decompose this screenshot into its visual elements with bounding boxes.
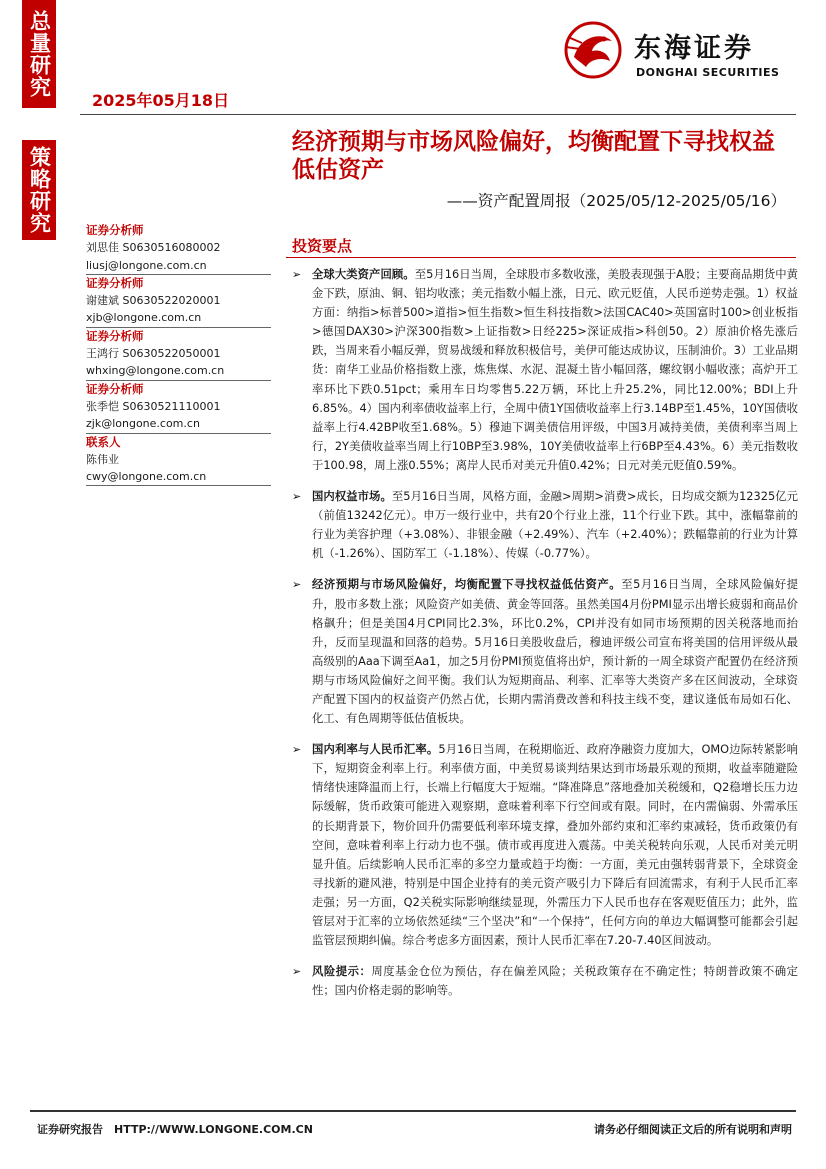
bullet-arrow-icon: ➢ bbox=[292, 268, 302, 281]
analyst-email: liusj@longone.com.cn bbox=[86, 257, 271, 275]
header-divider bbox=[80, 114, 796, 115]
key-point bbox=[290, 740, 798, 950]
analyst-role: 证券分析师 bbox=[86, 328, 144, 343]
analyst-email: zjk@longone.com.cn bbox=[86, 415, 271, 433]
report-date: 2025年05月18日 bbox=[92, 91, 230, 110]
analyst-entry bbox=[86, 275, 271, 328]
company-logo bbox=[560, 15, 800, 85]
key-point-lead: 全球大类资产回顾。 bbox=[312, 267, 415, 281]
analyst-name: 张季恺 S0630521110001 bbox=[86, 399, 221, 413]
key-point-text: 至5月16日当周，全球股市多数收涨，美股表现强于A股；主要商品期货中黄金下跌，原油、铜、铝均收涨；美元指数小幅上涨，日元、欧元贬值，人民币逆势走强。1）权益方面：纳指>标普500>道指>恒生指数>恒生科技指数>法国CAC40>英国富时100>创业板指>德国DAX30>沪深300指数>上证指数>日经225>深证成指>科创50。2）原油价格先涨后跌，当周来看小幅反弹，贸易战缓和释放积极信号，美伊可能达成协议，压制油价。3）工业品期货：南华工业品价格指数上涨，炼焦煤、水泥、混凝土皆小幅回落，螺纹钢小幅收涨；高炉开工率环比下跌0.51pct；乘用车日均零售5.22万辆，环比上升25.2%，同比12.00%；BDI上升6.85%。4）国内利率债收益率上行，全周中债1Y国债收益率上行3.14BP至1.45%，10Y国债收益率上行4.42BP收至1.68%。5）穆迪下调美债信用评级，中国3月减持美债，美债利率当周上行，2Y美债收益率当周上行10BP至3.98%，10Y美债收益率上行6BP至4.43%。6）美元指数收于100.98，周上涨0.55%；离岸人民币对美元升值0.42%；日元对美元贬值0.59%。 bbox=[312, 267, 798, 472]
key-point-text: 周度基金仓位为预估，存在偏差风险；关税政策存在不确定性；特朗普政策不确定性；国内价格走弱的影响等。 bbox=[312, 964, 799, 998]
analyst-name: 陈伟业 bbox=[86, 452, 119, 466]
key-point-lead: 风险提示： bbox=[312, 964, 372, 979]
report-title: 经济预期与市场风险偏好，均衡配置下寻找权益低估资产 bbox=[292, 129, 775, 183]
bullet-arrow-icon: ➢ bbox=[292, 743, 302, 757]
category-tag-label: 策略研究 bbox=[27, 146, 52, 234]
analyst-entry bbox=[86, 328, 271, 381]
analyst-email: xjb@longone.com.cn bbox=[86, 309, 271, 327]
category-tag-strategy-research bbox=[22, 140, 56, 240]
logo-name-cn: 东海证券 bbox=[634, 33, 754, 64]
footer-website: 证券研究报告 HTTP://WWW.LONGONE.COM.CN bbox=[37, 1123, 313, 1136]
bullet-arrow-icon: ➢ bbox=[292, 578, 302, 592]
analyst-list bbox=[86, 222, 271, 486]
key-point-text: 至5月16日当周，风格方面，金融>周期>消费>成长，日均成交额为12325亿元（前值13242亿元）。申万一级行业中，共有20个行业上涨，11个行业下跌。其中，涨幅靠前的行业为美容护理（+3.08%）、非银金融（+2.49%）、汽车（+2.40%）；跌幅靠前的行业为计算机（-1.26%）、国防军工（-1.18%）、传媒（-0.77%）。 bbox=[312, 489, 798, 561]
analyst-entry bbox=[86, 222, 271, 275]
analyst-role: 联系人 bbox=[86, 434, 121, 449]
analyst-role: 证券分析师 bbox=[86, 381, 144, 396]
analyst-email: whxing@longone.com.cn bbox=[86, 362, 271, 380]
dragon-emblem-icon bbox=[560, 17, 626, 83]
key-point bbox=[290, 962, 798, 1000]
analyst-role: 证券分析师 bbox=[86, 223, 144, 237]
footer-disclaimer: 请务必仔细阅读正文后的所有说明和声明 bbox=[594, 1123, 792, 1136]
logo-name-en: DONGHAI SECURITIES bbox=[636, 66, 780, 79]
key-point bbox=[290, 265, 798, 475]
category-tag-label: 总量研究 bbox=[27, 10, 52, 98]
bullet-arrow-icon: ➢ bbox=[292, 965, 302, 979]
key-point-text: 至5月16日当周，全球风险偏好提升，股市多数上涨；风险资产如美债、黄金等回落。虽然美国4月份PMI显示出增长疲弱和商品价格飙升；但是美国4月CPI同比2.3%，环比0.2%，CPI并没有如同市场预期的因关税落地而抬升，反而呈现温和回落的趋势。5月16日美股收盘后，穆迪评级公司宣布将美国的信用评级从最高级别的Aaa下调至Aa1，加之5月份PMI预览值将出炉，预计新的一周全球资产配置仍在经济预期与市场风险偏好之间平衡。我们认为短期商品、利率、汇率等大类资产多在区间波动，全球资产配置下国内的权益资产仍然占优，长期内需消费改善和科技主线不变，建议逢低布局如石化、化工、有色周期等低估值板块。 bbox=[312, 577, 799, 726]
key-point bbox=[290, 487, 798, 563]
key-point-lead: 国内利率与人民币汇率。 bbox=[312, 742, 439, 757]
analyst-email: cwy@longone.com.cn bbox=[86, 468, 271, 486]
category-tag-total-research bbox=[22, 0, 56, 108]
key-points bbox=[290, 265, 798, 1012]
key-point-text: 5月16日当周，在税期临近、政府净融资力度加大，OMO边际转紧影响下，短期资金利率上行。利率债方面，中美贸易谈判结果达到市场最乐观的预期，收益率随避险情绪快速降温而上行，长端上行幅度大于短端。“降准降息”落地叠加关税缓和，Q2稳增长压力边际缓解，货币政策可能进入观察期，意味着利率下行空间或有限。同时，在内需偏弱、外需承压的长期背景下，物价回升仍需要低利率环境支撑，叠加外部约束和汇率约束减轻，货币政策仍有空间，意味着利率上行动力也不强。债市或再度进入震荡。中美关税转向乐观，人民币对美元明显升值。后续影响人民币汇率的多空力量或趋于均衡：一方面，美元由强转弱背景下，全球资金寻找新的避风港，特别是中国企业持有的美元资产吸引力下降后有回流需求，有利于人民币汇率走强；另一方面，Q2关税实际影响继续显现，外需压力下人民币也存在客观贬值压力；此外，监管层对于汇率的立场依然延续“三个坚决”和“一个保持”，任何方向的单边大幅调整可能都会引起监管层预期纠偏。综合考虑多方面因素，预计人民币汇率在7.20-7.40区间波动。 bbox=[312, 742, 799, 948]
analyst-entry bbox=[86, 434, 271, 487]
key-point-lead: 经济预期与市场风险偏好，均衡配置下寻找权益低估资产。 bbox=[312, 577, 622, 592]
analyst-entry bbox=[86, 381, 271, 434]
key-point bbox=[290, 575, 798, 728]
analyst-role: 证券分析师 bbox=[86, 275, 144, 290]
analyst-name: 王鸿行 S0630522050001 bbox=[86, 347, 221, 361]
section-heading: 投资要点 bbox=[292, 237, 353, 255]
report-subtitle: ——资产配置周报（2025/05/12-2025/05/16） bbox=[446, 192, 786, 210]
section-divider bbox=[286, 257, 796, 258]
footer-divider bbox=[30, 1110, 796, 1112]
analyst-name: 刘思佳 S0630516080002 bbox=[86, 241, 221, 255]
bullet-arrow-icon: ➢ bbox=[292, 490, 302, 504]
analyst-name: 谢建斌 S0630522020001 bbox=[86, 294, 221, 308]
key-point-lead: 国内权益市场。 bbox=[312, 489, 392, 504]
